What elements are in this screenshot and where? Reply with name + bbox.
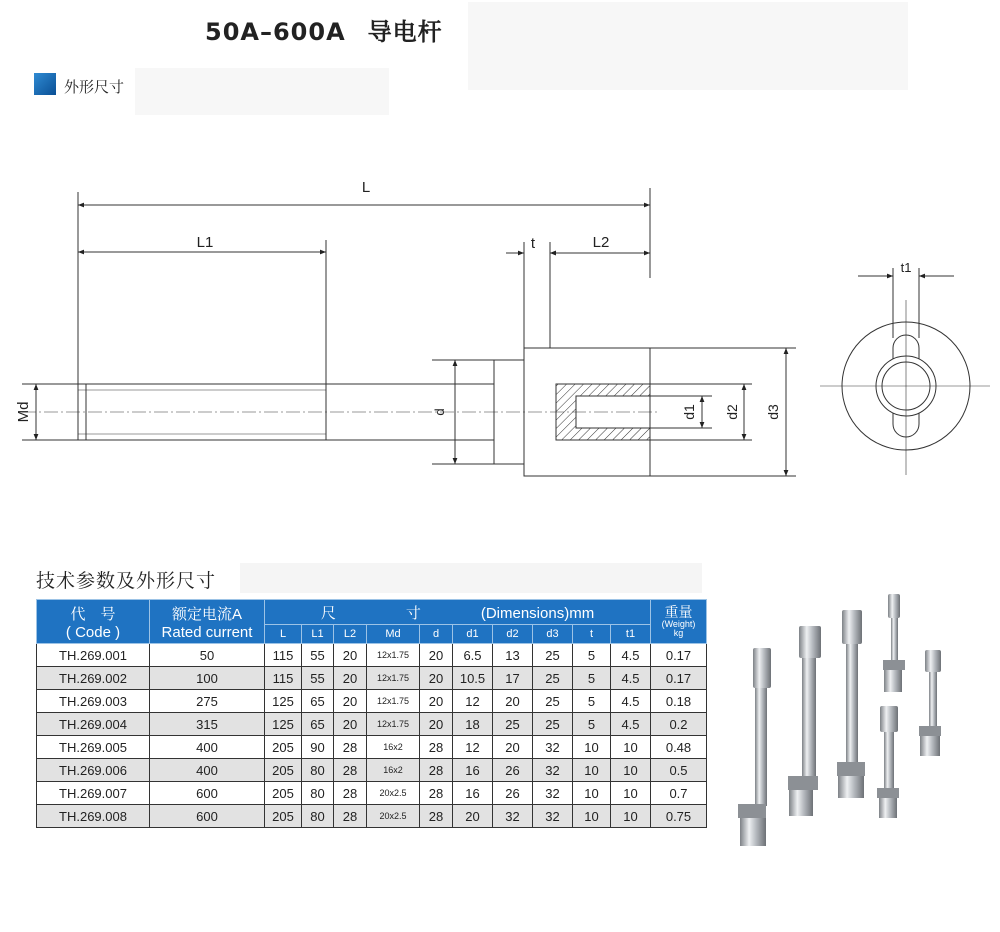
cell-L: 205 — [265, 736, 302, 759]
cell-L2: 20 — [334, 644, 367, 667]
cell-d3: 25 — [533, 644, 573, 667]
cell-L: 205 — [265, 805, 302, 828]
cell-t: 5 — [573, 667, 611, 690]
cell-L1: 55 — [302, 644, 334, 667]
cell-current: 600 — [150, 782, 265, 805]
cell-current: 315 — [150, 713, 265, 736]
cell-w: 0.17 — [651, 644, 707, 667]
cell-d2: 25 — [493, 713, 533, 736]
cell-L2: 28 — [334, 782, 367, 805]
cell-w: 0.75 — [651, 805, 707, 828]
cell-d1: 10.5 — [453, 667, 493, 690]
header-current: 额定电流A Rated current — [150, 600, 265, 644]
cell-current: 400 — [150, 736, 265, 759]
header-code: 代 号 ( Code ) — [37, 600, 150, 644]
label-d3: d3 — [765, 404, 781, 420]
cell-d2: 26 — [493, 759, 533, 782]
cell-d1: 12 — [453, 690, 493, 713]
cell-current: 50 — [150, 644, 265, 667]
cell-code: TH.269.001 — [37, 644, 150, 667]
cell-d1: 12 — [453, 736, 493, 759]
spec-banner-background — [240, 563, 702, 593]
col-d3: d3 — [533, 625, 573, 644]
cell-d1: 18 — [453, 713, 493, 736]
cell-d: 20 — [420, 644, 453, 667]
cell-L: 205 — [265, 759, 302, 782]
cell-L2: 28 — [334, 736, 367, 759]
cell-d2: 32 — [493, 805, 533, 828]
label-t1: t1 — [900, 260, 912, 275]
cell-d3: 25 — [533, 713, 573, 736]
cell-t: 10 — [573, 805, 611, 828]
section-banner-background — [135, 68, 389, 115]
cell-code: TH.269.006 — [37, 759, 150, 782]
label-d: d — [432, 408, 447, 416]
spec-table — [36, 599, 707, 828]
table-header-row — [37, 600, 707, 625]
cell-t1: 10 — [611, 782, 651, 805]
cell-d3: 32 — [533, 759, 573, 782]
cell-d2: 26 — [493, 782, 533, 805]
col-d: d — [420, 625, 453, 644]
cell-L1: 90 — [302, 736, 334, 759]
cell-d2: 20 — [493, 690, 533, 713]
rod-2 — [788, 626, 821, 816]
table-row — [37, 805, 707, 828]
col-L1: L1 — [302, 625, 334, 644]
cell-L1: 65 — [302, 713, 334, 736]
table-row — [37, 759, 707, 782]
cell-L: 205 — [265, 782, 302, 805]
rod-3 — [837, 610, 865, 798]
label-d2: d2 — [724, 404, 740, 420]
cell-w: 0.18 — [651, 690, 707, 713]
cell-t: 10 — [573, 759, 611, 782]
cell-t: 5 — [573, 644, 611, 667]
cell-L2: 20 — [334, 690, 367, 713]
page-title — [205, 12, 443, 47]
cell-w: 0.2 — [651, 713, 707, 736]
cell-d: 28 — [420, 759, 453, 782]
cell-d3: 32 — [533, 805, 573, 828]
label-L: L — [361, 179, 371, 196]
cell-d2: 20 — [493, 736, 533, 759]
cell-w: 0.17 — [651, 667, 707, 690]
table-row — [37, 736, 707, 759]
cell-Md: 12x1.75 — [367, 713, 420, 736]
cell-d3: 32 — [533, 736, 573, 759]
cell-d1: 16 — [453, 759, 493, 782]
table-row — [37, 782, 707, 805]
cell-L2: 20 — [334, 713, 367, 736]
cell-d3: 25 — [533, 667, 573, 690]
table-row — [37, 667, 707, 690]
cell-t: 10 — [573, 736, 611, 759]
cell-d: 20 — [420, 713, 453, 736]
cell-current: 275 — [150, 690, 265, 713]
cell-L: 125 — [265, 713, 302, 736]
cell-t: 5 — [573, 690, 611, 713]
cell-code: TH.269.003 — [37, 690, 150, 713]
cell-Md: 12x1.75 — [367, 644, 420, 667]
cell-Md: 12x1.75 — [367, 667, 420, 690]
cell-w: 0.7 — [651, 782, 707, 805]
col-L2: L2 — [334, 625, 367, 644]
cell-t1: 4.5 — [611, 644, 651, 667]
cell-current: 100 — [150, 667, 265, 690]
cell-Md: 16x2 — [367, 759, 420, 782]
title-name: 导电杆 — [367, 18, 443, 46]
col-L: L — [265, 625, 302, 644]
rod-6 — [877, 706, 899, 818]
label-t: t — [530, 235, 536, 252]
cell-L1: 55 — [302, 667, 334, 690]
cell-t1: 10 — [611, 759, 651, 782]
cell-d1: 16 — [453, 782, 493, 805]
label-Md: Md — [15, 401, 32, 423]
cell-current: 600 — [150, 805, 265, 828]
cell-d: 20 — [420, 667, 453, 690]
cell-code: TH.269.002 — [37, 667, 150, 690]
label-L1: L1 — [196, 234, 214, 251]
cell-L: 115 — [265, 667, 302, 690]
cell-L1: 80 — [302, 759, 334, 782]
cell-t: 5 — [573, 713, 611, 736]
cell-d1: 20 — [453, 805, 493, 828]
cell-d3: 25 — [533, 690, 573, 713]
cell-d1: 6.5 — [453, 644, 493, 667]
cell-t1: 4.5 — [611, 690, 651, 713]
header-weight: 重量 (Weight) kg — [651, 600, 707, 644]
table-row — [37, 644, 707, 667]
cell-L: 115 — [265, 644, 302, 667]
cell-L1: 80 — [302, 805, 334, 828]
section-label: 外形尺寸 — [64, 78, 125, 96]
product-photo — [720, 590, 1000, 870]
cell-t1: 10 — [611, 805, 651, 828]
cell-Md: 12x1.75 — [367, 690, 420, 713]
cell-L2: 20 — [334, 667, 367, 690]
label-L2: L2 — [592, 234, 610, 251]
col-t1: t1 — [611, 625, 651, 644]
col-d2: d2 — [493, 625, 533, 644]
dimension-drawing — [0, 150, 1000, 510]
rod-4 — [883, 594, 905, 692]
label-d1: d1 — [681, 404, 697, 420]
cell-t1: 4.5 — [611, 713, 651, 736]
cell-code: TH.269.007 — [37, 782, 150, 805]
cell-L2: 28 — [334, 805, 367, 828]
spec-title: 技术参数及外形尺寸 — [36, 570, 217, 592]
cell-Md: 20x2.5 — [367, 805, 420, 828]
col-t: t — [573, 625, 611, 644]
cell-Md: 20x2.5 — [367, 782, 420, 805]
rod-1 — [738, 648, 771, 846]
title-banner-background — [468, 2, 908, 90]
cell-d: 28 — [420, 782, 453, 805]
title-model: 50A–600A — [205, 18, 346, 46]
cell-L: 125 — [265, 690, 302, 713]
cell-d: 20 — [420, 690, 453, 713]
cell-d: 28 — [420, 805, 453, 828]
col-d1: d1 — [453, 625, 493, 644]
cell-t: 10 — [573, 782, 611, 805]
header-dimensions: 尺 寸 (Dimensions)mm — [265, 600, 651, 625]
cell-t1: 10 — [611, 736, 651, 759]
cell-d2: 17 — [493, 667, 533, 690]
cell-d2: 13 — [493, 644, 533, 667]
cell-d3: 32 — [533, 782, 573, 805]
cell-L2: 28 — [334, 759, 367, 782]
cell-w: 0.48 — [651, 736, 707, 759]
cell-code: TH.269.005 — [37, 736, 150, 759]
cell-L1: 80 — [302, 782, 334, 805]
cell-code: TH.269.004 — [37, 713, 150, 736]
table-row — [37, 690, 707, 713]
cell-w: 0.5 — [651, 759, 707, 782]
col-Md: Md — [367, 625, 420, 644]
cell-L1: 65 — [302, 690, 334, 713]
section-marker-icon — [34, 73, 56, 95]
cell-current: 400 — [150, 759, 265, 782]
cell-t1: 4.5 — [611, 667, 651, 690]
cell-Md: 16x2 — [367, 736, 420, 759]
cell-d: 28 — [420, 736, 453, 759]
table-row — [37, 713, 707, 736]
cell-code: TH.269.008 — [37, 805, 150, 828]
rod-5 — [919, 650, 941, 756]
